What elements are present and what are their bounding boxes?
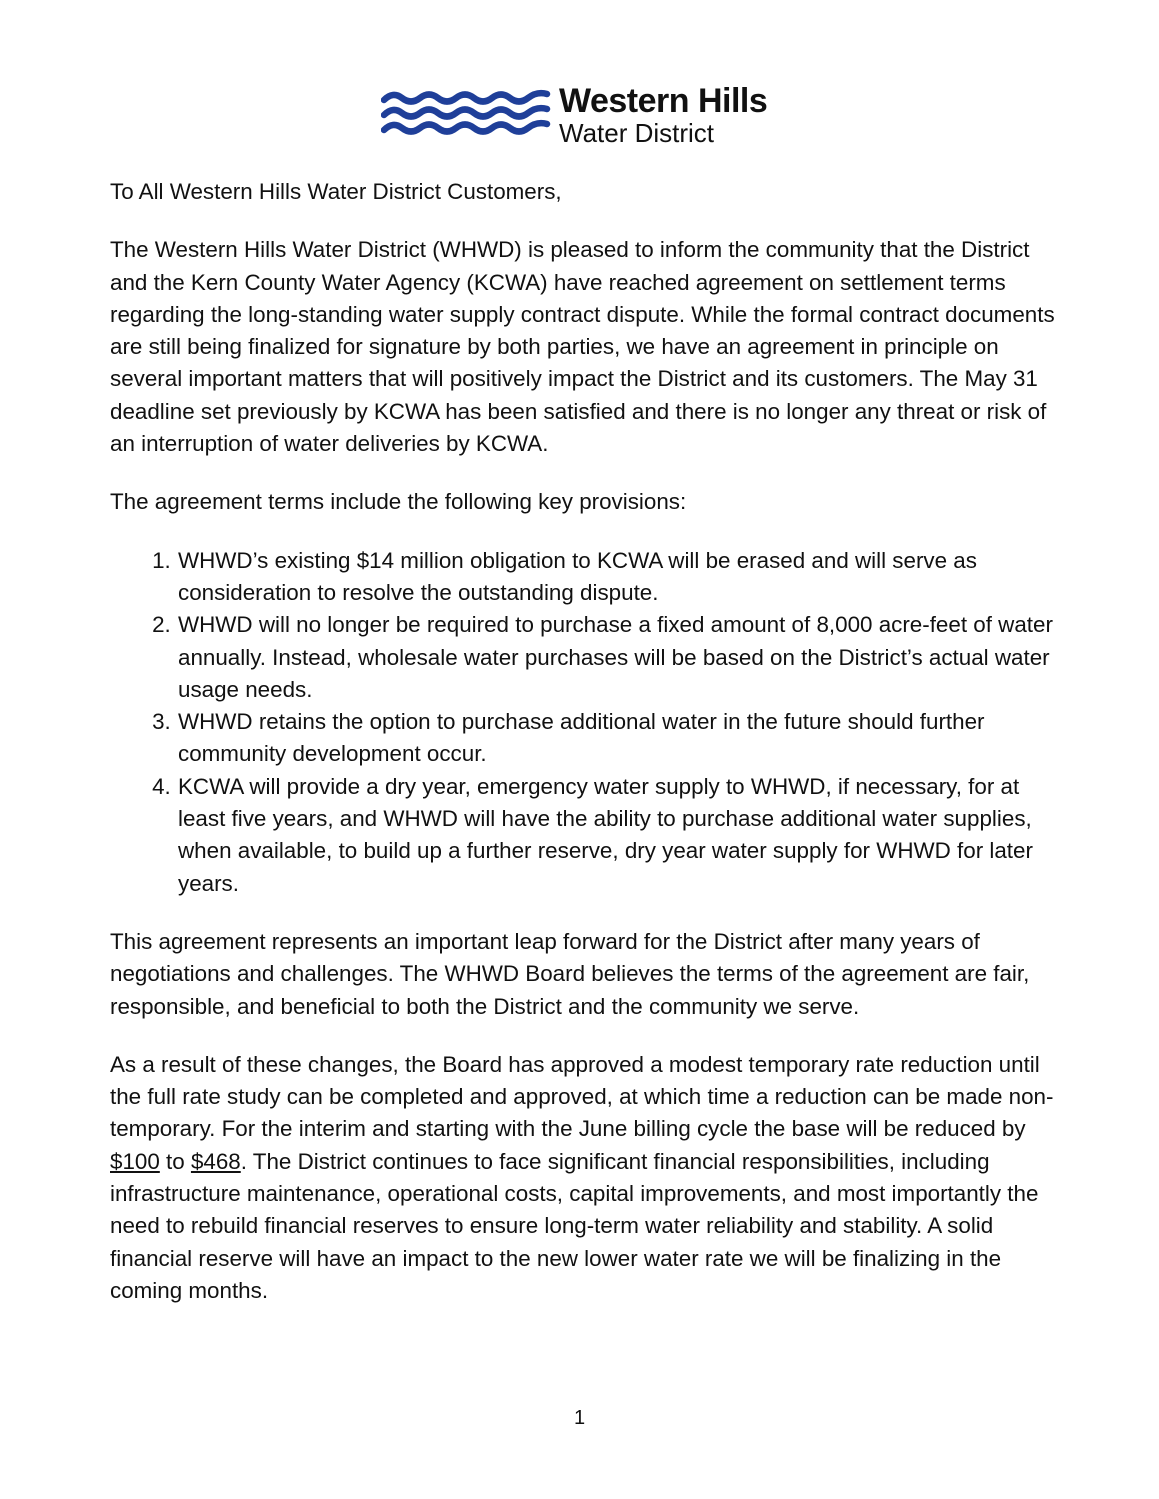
paragraph-significance: This agreement represents an important leap forward for the District after many years of negotiations and challenges. The WHWD Board believes the terms of the agreement are fair, responsible, and beneficial to both the District and the community we serve. bbox=[110, 928, 1030, 1019]
letter-body bbox=[110, 176, 1058, 1333]
provision-item: 2. WHWD will no longer be required to purchase a fixed amount of 8,000 acre-feet of water annually. Instead, wholesale water purchases will be based on the District’s actual water usage needs. bbox=[177, 609, 1058, 706]
provision-item: 4. KCWA will provide a dry year, emergency water supply to WHWD, if necessary, for at least five years, and WHWD will have the ability to purchase additional water supplies, when available, to build up a further reserve, dry year water supply for WHWD for later years. bbox=[177, 771, 1058, 900]
provisions-intro: The agreement terms include the following key provisions: bbox=[110, 489, 687, 515]
page-number: 1 bbox=[573, 1407, 586, 1429]
district-name: Western Hills bbox=[559, 82, 768, 120]
provision-item: 3. WHWD retains the option to purchase additional water in the future should further community development occur. bbox=[177, 706, 1058, 771]
salutation: To All Western Hills Water District Customers, bbox=[110, 179, 562, 204]
rate-text-part-2: to bbox=[159, 1148, 191, 1174]
paragraph-announcement: The Western Hills Water District (WHWD) is pleased to inform the community that the District and the Kern County Water Agency (KCWA) have reached agreement on settlement terms regarding the long-standing water supply contract dispute. While the formal contract documents are still being finalized for signature by both parties, we have an agreement in principle on several important matters that will positively impact the District and its customers. The May 31 deadline set previously by KCWA has been satisfied and there is no longer any threat or risk of an interruption of water deliveries by KCWA. bbox=[110, 237, 1055, 457]
district-subname: Water District bbox=[559, 118, 715, 148]
letterhead bbox=[381, 82, 781, 148]
rate-text-part-1: As a result of these changes, the Board has approved a modest temporary rate reduction until the full rate study can be completed and approved, at which time a reduction can be made non-temporary. For the interim and starting with the June billing cycle the base will be reduced by bbox=[110, 1051, 1054, 1142]
provisions-list bbox=[110, 545, 1058, 900]
provision-item: 1. WHWD’s existing $14 million obligation to KCWA will be erased and will serve as consideration to resolve the outstanding dispute. bbox=[177, 545, 1058, 610]
rate-text-part-3: . The District continues to face significant financial responsibilities, including infrastructure maintenance, operational costs, capital improvements, and most importantly the need to rebuild financial reserves to ensure long-term water reliability and stability. A solid financial reserve will have an impact to the new lower water rate we will be finalizing in the coming months. bbox=[110, 1148, 1039, 1303]
new-rate-amount: $468 bbox=[190, 1148, 241, 1174]
reduction-amount: $100 bbox=[110, 1148, 160, 1174]
water-waves-logo-icon bbox=[381, 88, 551, 140]
paragraph-rate-reduction bbox=[110, 1049, 1058, 1307]
